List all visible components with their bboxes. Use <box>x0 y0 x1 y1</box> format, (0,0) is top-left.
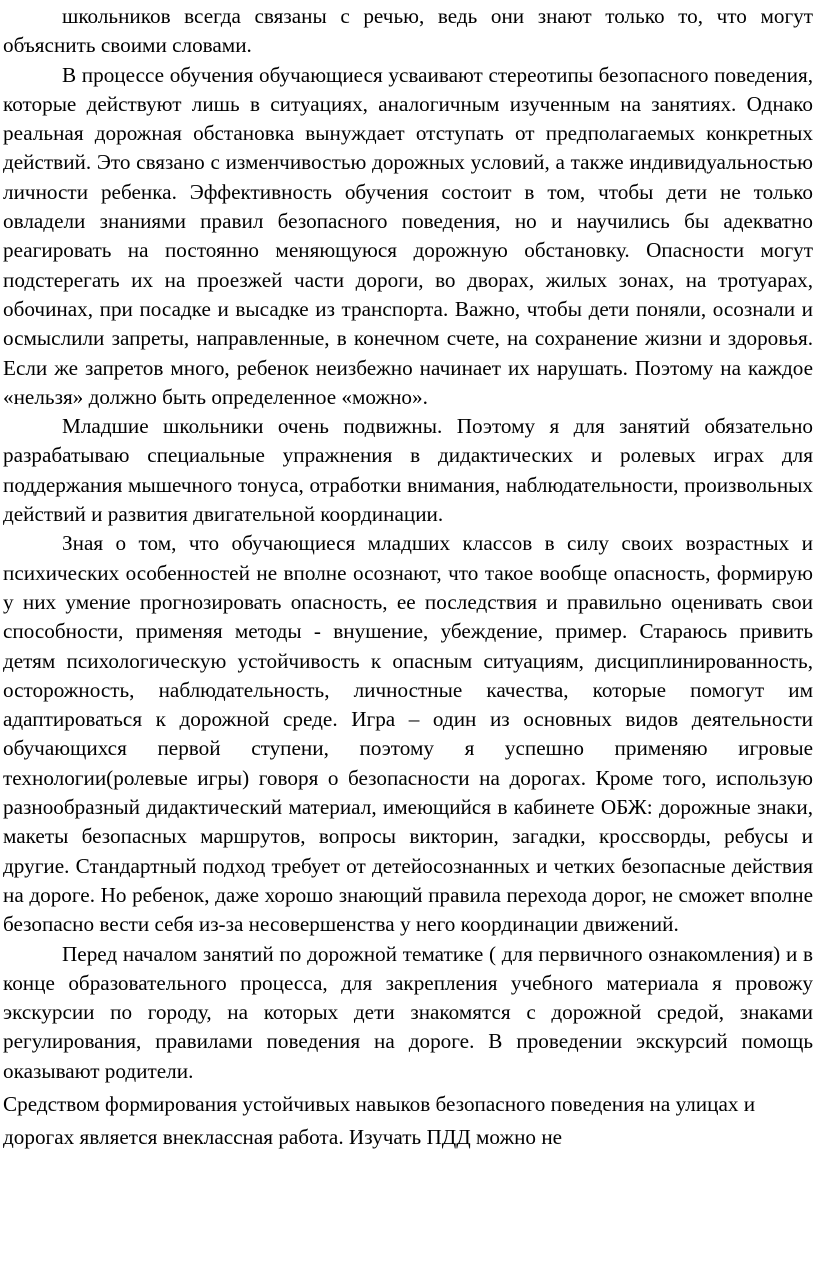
paragraph-6: Средством формирования устойчивых навыков безопасного поведения на улицах и дорогах является внеклассная работа. Изучать ПДД можно не <box>3 1091 756 1149</box>
paragraph-1: школьников всегда связаны с речью, ведь они знают только то, что могут объяснить своими словами. <box>3 4 813 58</box>
paragraph-4: Зная о том, что обучающиеся младших классов в силу своих возрастных и психических особенностей не вполне осознают, что такое вообще опасность, формирую у них умение прогнозировать опасность, ее последствия и правильно оценивать свои способности, применяя методы - внушение, убеждение, пример. Стараюсь привить детям психологическую устойчивость к опасным ситуациям, дисциплинированность, осторожность, наблюдательность, личностные качества, которые помогут им адаптироваться к дорожной среде. Игра – один из основных видов деятельности обучающихся первой ступени, поэтому я успешно применяю игровые технологии(ролевые игры) говоря о безопасности на дорогах. Кроме того, использую разнообразный дидактический материал, имеющийся в кабинете ОБЖ: дорожные знаки, макеты безопасных маршрутов, вопросы викторин, загадки, кроссворды, ребусы и другие. Стандартный подход требует от детейосознанных и четких безопасные действия на дороге. Но ребенок, даже хорошо знающий правила перехода дорог, не сможет вполне безопасно вести себя из-за несовершенства у него координации движений. <box>3 531 813 937</box>
paragraph-5: Перед началом занятий по дорожной тематике ( для первичного ознакомления) и в конце образовательного процесса, для закрепления учебного материала я провожу экскурсии по городу, на которых дети знакомятся с дорожной средой, знаками регулирования, правилами поведения на дороге. В проведении экскурсий помощь оказывают родители. <box>3 941 813 1083</box>
paragraph-2: В процессе обучения обучающиеся усваивают стереотипы безопасного поведения, которые действуют лишь в ситуациях, аналогичным изученным на занятиях. Однако реальная дорожная обстановка вынуждает отступать от предполагаемых конкретных действий. Это связано с изменчивостью дорожных условий, а также индивидуальностью личности ребенка. Эффективность обучения состоит в том, чтобы дети не только овладели знаниями правил безопасного поведения, но и научились бы адекватно реагировать на постоянно меняющуюся дорожную обстановку. Опасности могут подстерегать их на проезжей части дороги, во дворах, жилых зонах, на тротуарах, обочинах, при посадке и высадке из транспорта. Важно, чтобы дети поняли, осознали и осмыслили запреты, направленные, в конечном счете, на сохранение жизни и здоровья. Если же запретов много, ребенок неизбежно начинает их нарушать. Поэтому на каждое «нельзя» должно быть определенное «можно». <box>3 62 813 409</box>
document-page <box>3 2 813 1154</box>
paragraph-3: Младшие школьники очень подвижны. Поэтому я для занятий обязательно разрабатываю специальные упражнения в дидактических и ролевых играх для поддержания мышечного тонуса, отработки внимания, наблюдательности, произвольных действий и развития двигательной координации. <box>3 414 813 527</box>
